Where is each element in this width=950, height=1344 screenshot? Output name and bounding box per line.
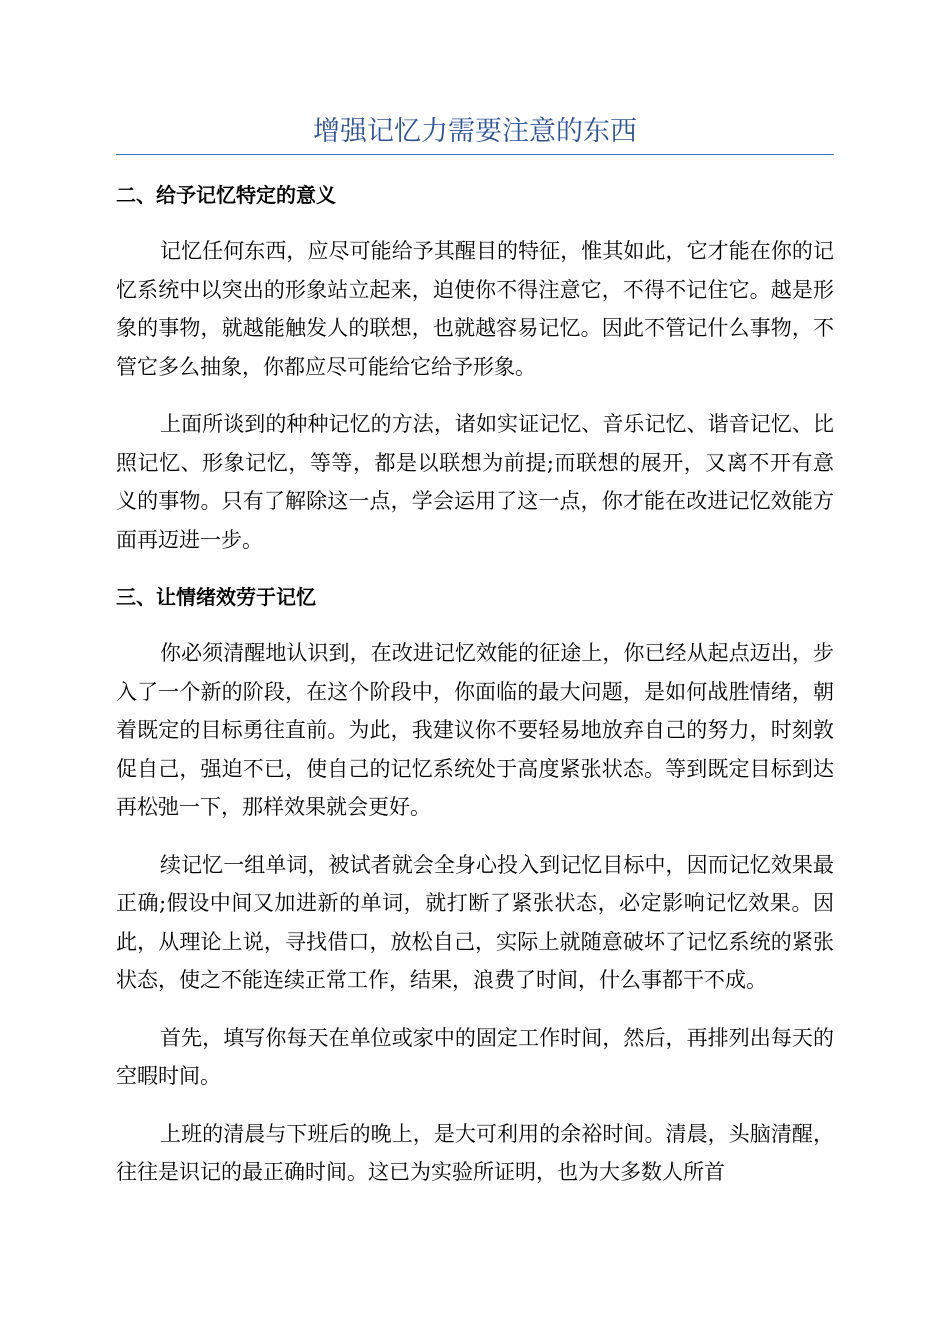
paragraph: 上面所谈到的种种记忆的方法，诸如实证记忆、音乐记忆、谐音记忆、比照记忆、形象记忆，等等，都是以联想为前提;而联想的展开，又离不开有意义的事物。只有了解除这一点，学会运用了这一点，你才能在改进记忆效能方面再迈进一步。 [116, 412, 834, 552]
paragraph: 你必须清醒地认识到，在改进记忆效能的征途上，你已经从起点迈出，步入了一个新的阶段，在这个阶段中，你面临的最大问题，是如何战胜情绪，朝着既定的目标勇往直前。为此，我建议你不要轻易地放弃自己的努力，时刻敦促自己，强迫不已，使自己的记忆系统处于高度紧张状态。等到既定目标到达再松弛一下，那样效果就会更好。 [116, 641, 834, 819]
document-title: 增强记忆力需要注意的东西 [313, 116, 637, 147]
section-heading: 二、给予记忆特定的意义 [116, 183, 336, 207]
paragraph: 首先，填写你每天在单位或家中的固定工作时间，然后，再排列出每天的空暇时间。 [116, 1025, 834, 1088]
paragraph: 记忆任何东西，应尽可能给予其醒目的特征，惟其如此，它才能在你的记忆系统中以突出的形象站立起来，迫使你不得注意它，不得不记住它。越是形象的事物，就越能触发人的联想，也就越容易记忆。因此不管记什么事物，不管它多么抽象，你都应尽可能给它给予形象。 [116, 239, 834, 379]
paragraph: 续记忆一组单词，被试者就会全身心投入到记忆目标中，因而记忆效果最正确;假设中间又加进新的单词，就打断了紧张状态，必定影响记忆效果。因此，从理论上说，寻找借口，放松自己，实际上就随意破坏了记忆系统的紧张状态，使之不能连续正常工作，结果，浪费了时间，什么事都干不成。 [116, 852, 834, 992]
paragraph: 上班的清晨与下班后的晚上，是大可利用的余裕时间。清晨，头脑清醒，往往是识记的最正确时间。这已为实验所证明，也为大多数人所首 [116, 1121, 834, 1184]
document-body [116, 176, 834, 1211]
title-underline [116, 154, 834, 155]
section-heading: 三、让情绪效劳于记忆 [116, 585, 316, 609]
